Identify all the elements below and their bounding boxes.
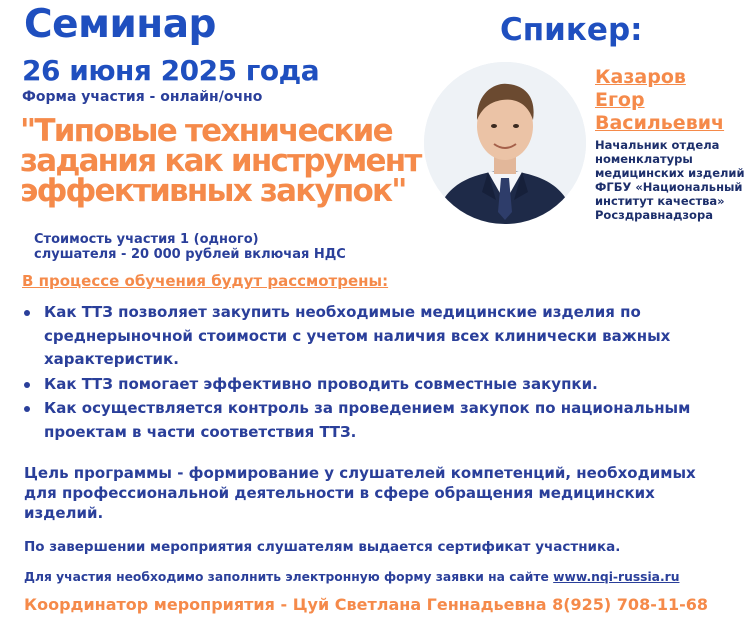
program-subheading: В процессе обучения будут рассмотрены: (22, 272, 389, 290)
program-list (24, 301, 690, 444)
list-item-line: Как ТТЗ позволяет закупить необходимые медицинские изделия по (44, 303, 641, 321)
speaker-name-line: Егор (595, 89, 645, 111)
participation-format: Форма участия - онлайн/очно (22, 89, 263, 105)
list-item-line: Как осуществляется контроль за проведением закупок по национальным (44, 399, 691, 417)
list-item-line: Как ТТЗ помогает эффективно проводить совместные закупки. (44, 374, 598, 393)
seminar-title: Семинар (24, 2, 216, 47)
speaker-position (595, 138, 745, 222)
list-item (24, 397, 690, 444)
speaker-name (595, 66, 724, 135)
goal-line: изделий. (24, 504, 104, 522)
topic-line: задания как инструмент (20, 143, 421, 179)
registration-link[interactable]: www.nqi-russia.ru (553, 570, 680, 584)
coordinator-contact: Координатор мероприятия - Цуй Светлана Геннадьевна 8(925) 708-11-68 (24, 595, 709, 614)
seminar-date: 26 июня 2025 года (22, 54, 320, 87)
speaker-name-line: Васильевич (595, 112, 725, 134)
program-goal (24, 463, 696, 523)
list-item-line: проектам в части соответствия ТТЗ. (44, 422, 357, 441)
speaker-role-line: институт качества» (595, 194, 725, 208)
certificate-note: По завершении мероприятия слушателям выдается сертификат участника. (24, 539, 621, 555)
speaker-role-line: Росздравнадзора (595, 208, 713, 222)
speaker-name-line: Казаров (595, 66, 686, 88)
goal-line: для профессиональной деятельности в сфере обращения медицинских (24, 484, 655, 502)
speaker-role-line: Начальник отдела (595, 138, 720, 152)
speaker-role-line: номенклатуры (595, 152, 693, 166)
topic-line: "Типовые технические (20, 113, 392, 149)
speaker-role-line: медицинских изделий (595, 166, 745, 180)
list-item (24, 373, 690, 397)
speaker-photo (424, 62, 586, 224)
registration-text: Для участия необходимо заполнить электронную форму заявки на сайте (24, 570, 554, 584)
topic-line: эффективных закупок" (20, 173, 406, 209)
speaker-portrait-icon (424, 62, 586, 224)
list-item-line: характеристик. (44, 350, 179, 368)
registration-note (24, 570, 679, 584)
cost-line: слушателя - 20 000 рублей включая НДС (34, 247, 346, 262)
speaker-heading: Спикер: (500, 12, 643, 48)
list-item-line: среднерыночной стоимости с учетом наличия всех клинически важных (44, 326, 671, 345)
seminar-topic (20, 113, 421, 209)
list-item (24, 301, 690, 372)
participation-cost (34, 232, 346, 262)
speaker-role-line: ФГБУ «Национальный (595, 180, 743, 194)
goal-line: Цель программы - формирование у слушателей компетенций, необходимых (24, 464, 696, 482)
cost-line: Стоимость участия 1 (одного) (34, 232, 259, 247)
